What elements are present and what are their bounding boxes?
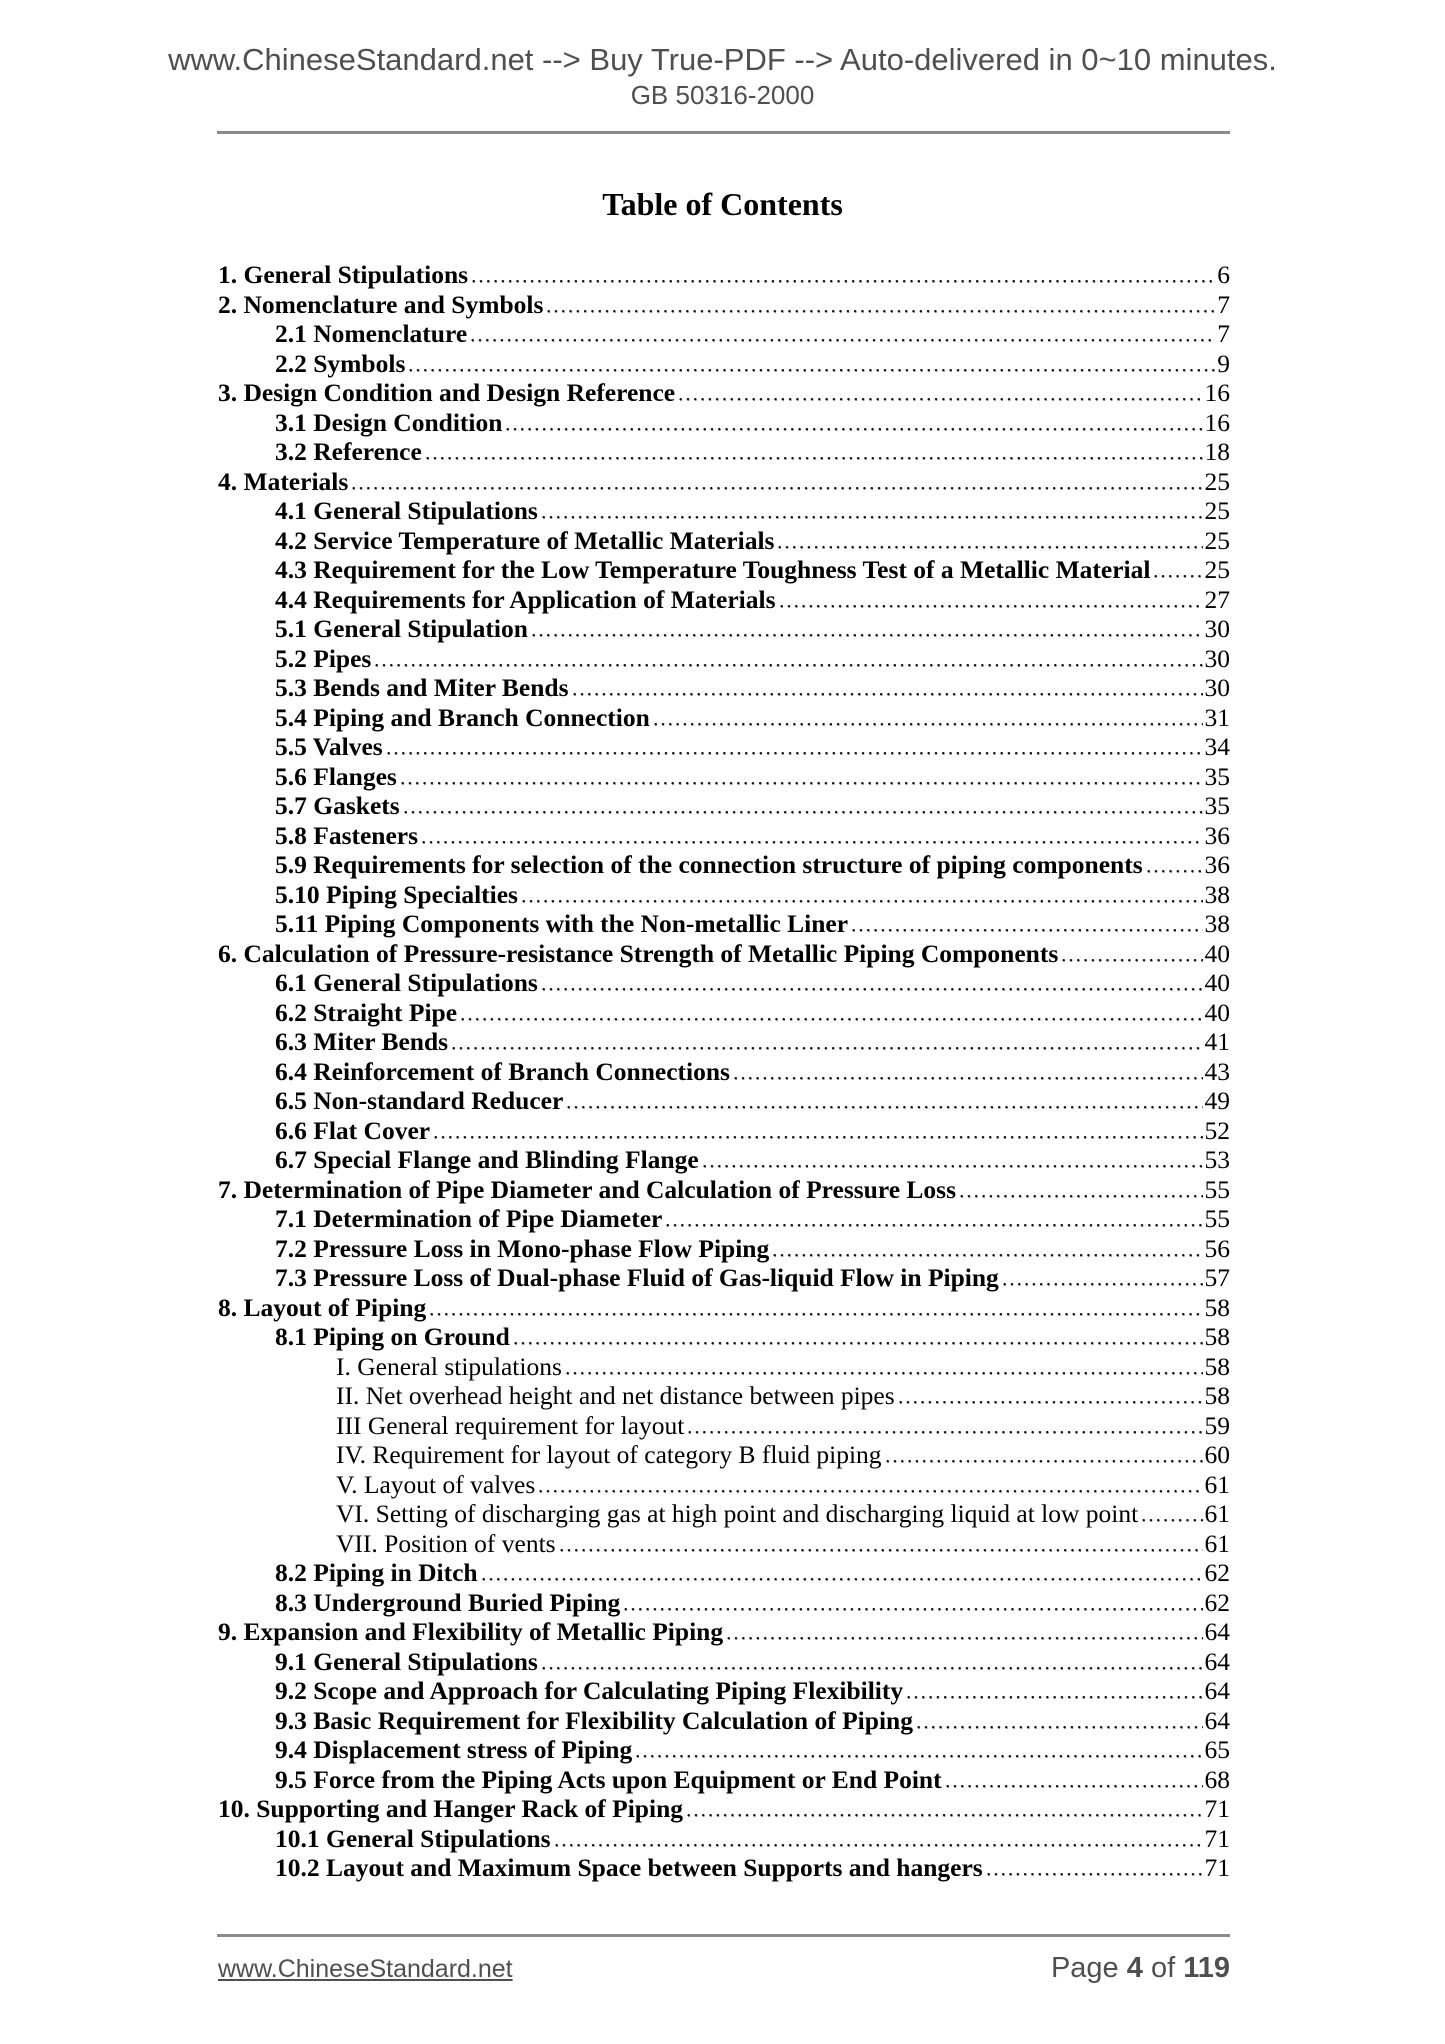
toc-entry-label: 6.2 Straight Pipe	[275, 997, 458, 1027]
toc-entry	[218, 1617, 1230, 1647]
toc-entry	[218, 467, 1230, 497]
toc-page-number: 55	[1204, 1174, 1230, 1204]
toc-entry-label: 5.11 Piping Components with the Non-metallic Liner	[275, 909, 849, 938]
toc-entry	[218, 673, 1230, 703]
toc-entry	[218, 1529, 1230, 1559]
toc-entry-label: 3.1 Design Condition	[275, 407, 503, 437]
toc-page-number: 64	[1204, 1676, 1230, 1705]
toc-entry	[218, 555, 1230, 585]
toc-entry	[218, 1352, 1230, 1382]
toc-page-number: 38	[1204, 879, 1230, 909]
toc-entry-label: 5.9 Requirements for selection of the connection structure of piping components	[275, 850, 1143, 879]
toc-entry-label: 4.1 General Stipulations	[275, 496, 538, 525]
toc-page-number: 6	[1217, 260, 1230, 289]
toc-entry-label: 10.1 General Stipulations	[275, 1823, 551, 1853]
toc-page-number: 57	[1204, 1263, 1230, 1292]
toc-page-number: 52	[1204, 1115, 1230, 1145]
toc-entry	[218, 644, 1230, 674]
toc-page-number: 30	[1204, 614, 1230, 643]
toc-page-number: 56	[1204, 1233, 1230, 1263]
toc-entry-label: 6.6 Flat Cover	[275, 1115, 431, 1145]
toc-page-number: 30	[1204, 673, 1230, 702]
toc-entry-label: 7.3 Pressure Loss of Dual-phase Fluid of Gas-liquid Flow in Piping	[275, 1263, 999, 1292]
toc-entry-label: 5.7 Gaskets	[275, 791, 400, 820]
toc-entry-label: 1. General Stipulations	[218, 260, 469, 289]
toc-page-number: 31	[1204, 702, 1230, 732]
toc-page-number: 58	[1204, 1381, 1230, 1410]
toc-page-number: 49	[1204, 1086, 1230, 1115]
toc-entry	[218, 526, 1230, 556]
toc-entry-label: 7.1 Determination of Pipe Diameter	[275, 1204, 663, 1233]
toc-entry	[218, 496, 1230, 526]
toc-entry-label: 6.7 Special Flange and Blinding Flange	[275, 1145, 699, 1174]
toc-entry-label: VII. Position of vents	[336, 1528, 556, 1558]
toc-entry	[218, 703, 1230, 733]
toc-page-number: 40	[1204, 968, 1230, 997]
footer	[218, 1952, 1230, 1985]
toc-entry	[218, 732, 1230, 762]
toc-entry-label: 5.8 Fasteners	[275, 820, 419, 850]
toc-entry-label: V. Layout of valves	[336, 1469, 536, 1499]
toc-entry-label: 4. Materials	[218, 466, 349, 496]
toc-entry	[218, 1027, 1230, 1057]
toc-page-number: 58	[1204, 1292, 1230, 1322]
toc-page-number: 53	[1204, 1145, 1230, 1174]
toc-entry	[218, 791, 1230, 821]
footer-divider	[217, 1934, 1230, 1937]
toc-entry	[218, 1499, 1230, 1529]
toc-entry-label: 2.1 Nomenclature	[275, 319, 468, 348]
toc-entry	[218, 1440, 1230, 1470]
toc-entry	[218, 1676, 1230, 1706]
toc-entry-label: 4.2 Service Temperature of Metallic Materials	[275, 525, 775, 555]
toc-page-number: 36	[1204, 850, 1230, 879]
toc-page-number: 40	[1204, 938, 1230, 968]
toc-entry	[218, 1057, 1230, 1087]
toc-page-number: 61	[1204, 1528, 1230, 1558]
toc-page-number: 64	[1204, 1617, 1230, 1646]
toc-entry	[218, 1322, 1230, 1352]
toc-entry	[218, 909, 1230, 939]
toc-page-number: 18	[1204, 437, 1230, 466]
toc-page-number: 27	[1204, 584, 1230, 614]
toc-entry-label: 8.3 Underground Buried Piping	[275, 1587, 621, 1617]
toc-page-number: 7	[1217, 289, 1230, 319]
toc-page-number: 61	[1204, 1499, 1230, 1528]
toc-entry	[218, 585, 1230, 615]
page-of-label: of	[1150, 1952, 1176, 1984]
toc-entry-label: 3.2 Reference	[275, 437, 422, 466]
toc-page-number: 9	[1217, 348, 1230, 378]
toc-page-number: 25	[1204, 525, 1230, 555]
toc-entry-label: 7.2 Pressure Loss in Mono-phase Flow Piping	[275, 1233, 770, 1263]
toc-entry	[218, 319, 1230, 349]
toc-entry-label: 5.4 Piping and Branch Connection	[275, 702, 650, 732]
toc-entry-label: 9.2 Scope and Approach for Calculating Piping Flexibility	[275, 1676, 904, 1705]
toc-entry	[218, 1263, 1230, 1293]
toc-entry	[218, 614, 1230, 644]
toc-entry	[218, 437, 1230, 467]
toc-entry	[218, 1293, 1230, 1323]
toc-page-number: 30	[1204, 643, 1230, 673]
toc-entry	[218, 968, 1230, 998]
toc-entry	[218, 1647, 1230, 1677]
toc-entry-label: II. Net overhead height and net distance between pipes	[336, 1381, 895, 1410]
page-indicator	[1051, 1952, 1230, 1985]
toc-page-number: 43	[1204, 1056, 1230, 1086]
toc-entry-label: 8.1 Piping on Ground	[275, 1322, 510, 1351]
toc-page-number: 38	[1204, 909, 1230, 938]
toc-page-number: 16	[1204, 378, 1230, 407]
toc-entry-label: 5.10 Piping Specialties	[275, 879, 518, 909]
toc-entry	[218, 1175, 1230, 1205]
toc-entry-label: VI. Setting of discharging gas at high point and discharging liquid at low point	[336, 1499, 1139, 1528]
toc-entry-label: 6.4 Reinforcement of Branch Connections	[275, 1056, 730, 1086]
toc-entry-label: 5.3 Bends and Miter Bends	[275, 673, 569, 702]
toc-entry-label: IV. Requirement for layout of category B fluid piping	[336, 1440, 882, 1469]
toc-page-number: 60	[1204, 1440, 1230, 1469]
toc-entry-label: 4.3 Requirement for the Low Temperature Toughness Test of a Metallic Material	[275, 555, 1151, 584]
toc-entry-label: 6.3 Miter Bends	[275, 1027, 449, 1056]
toc-page-number: 62	[1204, 1587, 1230, 1617]
toc-page-number: 25	[1204, 466, 1230, 496]
toc-page-number: 71	[1204, 1823, 1230, 1853]
toc-page-number: 7	[1217, 319, 1230, 348]
toc-entry-label: 4.4 Requirements for Application of Materials	[275, 584, 776, 614]
toc-entry-label: 6.5 Non-standard Reducer	[275, 1086, 564, 1115]
toc-page-number: 71	[1204, 1794, 1230, 1823]
footer-site-link[interactable]: www.ChineseStandard.net	[218, 1955, 513, 1983]
page-label: Page	[1050, 1952, 1119, 1984]
header-divider	[217, 131, 1230, 134]
toc-entry	[218, 880, 1230, 910]
toc-entry-label: 8.2 Piping in Ditch	[275, 1558, 478, 1587]
toc-entry-label: III General requirement for layout	[336, 1410, 685, 1440]
toc-entry-label: 9. Expansion and Flexibility of Metallic Piping	[218, 1617, 724, 1646]
toc-page-number: 55	[1204, 1204, 1230, 1233]
toc-entry	[218, 1204, 1230, 1234]
toc-page-number: 16	[1204, 407, 1230, 437]
toc-entry-label: 2.2 Symbols	[275, 348, 406, 378]
toc-entry	[218, 1824, 1230, 1854]
toc-entry-label: I. General stipulations	[336, 1351, 562, 1381]
document-code: GB 50316-2000	[630, 80, 815, 110]
toc-entry	[218, 939, 1230, 969]
page-current-number: 4	[1126, 1952, 1143, 1984]
toc-entry-label: 6.1 General Stipulations	[275, 968, 538, 997]
toc-page-number: 41	[1204, 1027, 1230, 1056]
toc-entry	[218, 850, 1230, 880]
toc-entry-label: 9.1 General Stipulations	[275, 1646, 538, 1676]
toc-entry-label: 10.2 Layout and Maximum Space between Supports and hangers	[275, 1853, 983, 1882]
toc-entry-label: 9.3 Basic Requirement for Flexibility Calculation of Piping	[275, 1705, 913, 1735]
table-of-contents	[218, 260, 1230, 1883]
toc-page-number: 35	[1204, 761, 1230, 791]
toc-entry	[218, 1234, 1230, 1264]
toc-entry-label: 3. Design Condition and Design Reference	[218, 378, 676, 407]
toc-page-number: 68	[1204, 1764, 1230, 1794]
toc-page-number: 71	[1204, 1853, 1230, 1882]
toc-entry-label: 5.2 Pipes	[275, 643, 372, 673]
toc-entry-label: 8. Layout of Piping	[218, 1292, 427, 1322]
toc-entry	[218, 1706, 1230, 1736]
toc-entry	[218, 1086, 1230, 1116]
toc-page-number: 64	[1204, 1646, 1230, 1676]
toc-entry-label: 5.6 Flanges	[275, 761, 397, 791]
toc-entry-label: 2. Nomenclature and Symbols	[218, 289, 544, 319]
toc-page-number: 36	[1204, 820, 1230, 850]
toc-page-number: 34	[1204, 732, 1230, 761]
toc-entry	[218, 1145, 1230, 1175]
toc-page-number: 61	[1204, 1469, 1230, 1499]
toc-entry	[218, 998, 1230, 1028]
toc-entry	[218, 1588, 1230, 1618]
toc-entry-label: 9.5 Force from the Piping Acts upon Equipment or End Point	[275, 1764, 942, 1794]
toc-entry	[218, 1411, 1230, 1441]
toc-entry-label: 10. Supporting and Hanger Rack of Piping	[218, 1794, 684, 1823]
toc-page-number: 25	[1204, 555, 1230, 584]
toc-entry	[218, 1470, 1230, 1500]
toc-page-number: 25	[1204, 496, 1230, 525]
toc-entry	[218, 1735, 1230, 1765]
toc-entry-label: 5.5 Valves	[275, 732, 383, 761]
toc-entry	[218, 1558, 1230, 1588]
toc-entry	[218, 1116, 1230, 1146]
toc-entry	[218, 378, 1230, 408]
toc-entry	[218, 1765, 1230, 1795]
toc-entry	[218, 1853, 1230, 1883]
toc-entry	[218, 762, 1230, 792]
header-promo-text: www.ChineseStandard.net --> Buy True-PDF --> Auto-delivered in 0~10 minutes.	[168, 42, 1277, 77]
toc-page-number: 35	[1204, 791, 1230, 820]
toc-page-number: 58	[1204, 1351, 1230, 1381]
page-title: Table of Contents	[602, 186, 843, 222]
toc-page-number: 62	[1204, 1558, 1230, 1587]
toc-page-number: 40	[1204, 997, 1230, 1027]
toc-entry	[218, 821, 1230, 851]
toc-page-number: 64	[1204, 1705, 1230, 1735]
toc-page-number: 58	[1204, 1322, 1230, 1351]
toc-entry-label: 7. Determination of Pipe Diameter and Calculation of Pressure Loss	[218, 1174, 957, 1204]
toc-entry	[218, 349, 1230, 379]
toc-entry	[218, 408, 1230, 438]
toc-entry-label: 5.1 General Stipulation	[275, 614, 528, 643]
toc-entry-label: 6. Calculation of Pressure-resistance Strength of Metallic Piping Components	[218, 938, 1059, 968]
toc-entry	[218, 290, 1230, 320]
toc-entry	[218, 260, 1230, 290]
toc-entry	[218, 1794, 1230, 1824]
toc-entry	[218, 1381, 1230, 1411]
page-total-number: 119	[1183, 1952, 1230, 1984]
toc-page-number: 65	[1204, 1735, 1230, 1764]
toc-entry-label: 9.4 Displacement stress of Piping	[275, 1735, 633, 1764]
toc-page-number: 59	[1204, 1410, 1230, 1440]
